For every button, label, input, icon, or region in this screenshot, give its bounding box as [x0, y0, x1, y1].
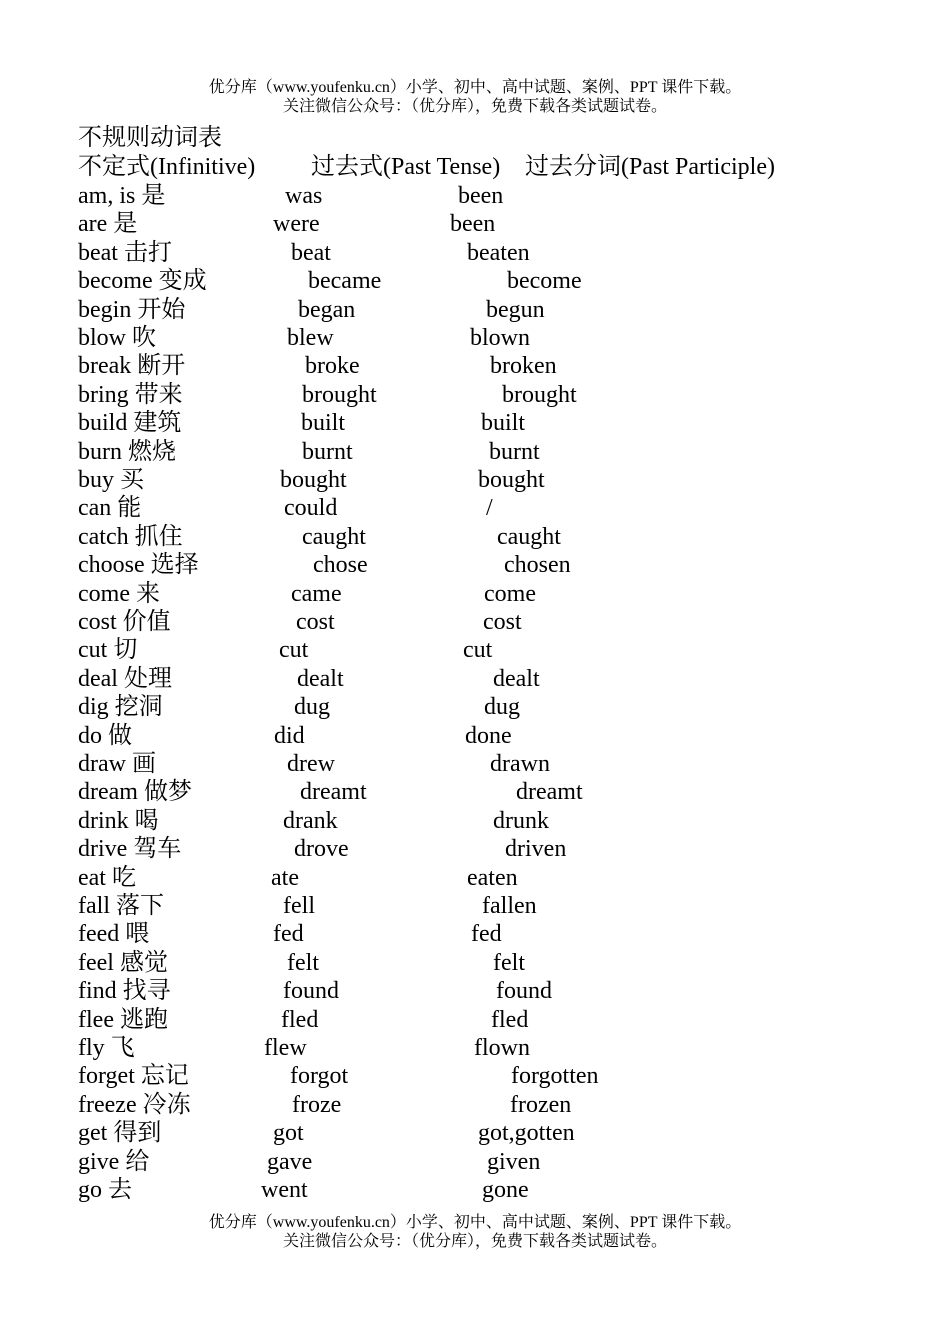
infinitive-cell: drive 驾车: [78, 836, 182, 863]
table-row: [0, 892, 950, 920]
past-participle-cell: begun: [486, 296, 545, 323]
column-header-past-participle: 过去分词(Past Participle): [525, 154, 775, 180]
past-participle-cell: been: [458, 183, 504, 209]
past-tense-cell: dealt: [297, 665, 344, 692]
infinitive-cell: begin 开始: [78, 296, 186, 323]
column-header-infinitive: 不定式(Infinitive): [78, 154, 256, 180]
past-tense-cell: was: [285, 183, 323, 209]
infinitive-cell: go 去: [78, 1177, 132, 1203]
infinitive-cell: get 得到: [78, 1120, 162, 1147]
table-row: [0, 494, 950, 522]
infinitive-cell: are 是: [78, 211, 138, 238]
table-row: [0, 778, 950, 806]
infinitive-cell: deal 处理: [78, 665, 172, 692]
footer-line-1: 优分库（www.youfenku.cn）小学、初中、高中试题、案例、PPT 课件下载。: [208, 1214, 742, 1231]
past-tense-cell: felt: [287, 949, 319, 976]
table-row: [0, 438, 950, 466]
infinitive-cell: feed 喂: [78, 921, 150, 948]
table-row: [0, 296, 950, 324]
infinitive-cell: build 建筑: [78, 410, 182, 437]
table-row: [0, 352, 950, 380]
table-row: [0, 1176, 950, 1204]
infinitive-cell: fall 落下: [78, 893, 164, 919]
past-tense-cell: built: [301, 410, 346, 437]
past-tense-cell: drove: [294, 836, 349, 863]
past-participle-cell: given: [487, 1148, 541, 1175]
page-footer: [0, 1213, 950, 1251]
table-row: [0, 267, 950, 295]
past-participle-cell: brought: [502, 381, 577, 408]
past-participle-cell: burnt: [489, 438, 540, 465]
past-tense-cell: got: [273, 1120, 304, 1147]
past-participle-cell: gone: [482, 1177, 529, 1203]
infinitive-cell: can 能: [78, 495, 142, 522]
table-row: [0, 722, 950, 750]
table-row: [0, 551, 950, 579]
past-tense-cell: drank: [283, 807, 338, 834]
past-tense-cell: bought: [280, 467, 347, 493]
table-row: [0, 1091, 950, 1119]
table-row: [0, 182, 950, 210]
header-line-2: 关注微信公众号：（优分库），免费下载各类试题试卷。: [282, 98, 667, 115]
past-tense-cell: began: [298, 296, 356, 323]
table-row: [0, 920, 950, 948]
past-participle-cell: dealt: [493, 665, 540, 692]
past-tense-cell: froze: [292, 1091, 342, 1118]
infinitive-cell: choose 选择: [78, 552, 199, 579]
past-tense-cell: came: [291, 580, 342, 607]
past-tense-cell: gave: [267, 1148, 313, 1175]
past-participle-cell: /: [486, 495, 493, 522]
table-row: [0, 807, 950, 835]
past-tense-cell: forgot: [290, 1063, 349, 1090]
past-participle-cell: fallen: [482, 893, 537, 919]
past-tense-cell: became: [308, 268, 382, 295]
table-row: [0, 835, 950, 863]
past-participle-cell: dreamt: [516, 779, 583, 806]
past-participle-cell: forgotten: [511, 1063, 599, 1090]
table-row: [0, 636, 950, 664]
table-row: [0, 1034, 950, 1062]
table-row: [0, 1148, 950, 1176]
past-tense-cell: fled: [281, 1006, 319, 1033]
infinitive-cell: eat 吃: [78, 864, 136, 891]
past-tense-cell: fell: [283, 893, 315, 919]
infinitive-cell: burn 燃烧: [78, 438, 176, 465]
column-header-past-tense: 过去式(Past Tense): [311, 154, 501, 180]
past-participle-cell: done: [465, 722, 512, 749]
table-row: [0, 977, 950, 1005]
past-tense-cell: ate: [271, 864, 299, 891]
infinitive-cell: bring 带来: [78, 381, 183, 408]
table-row: [0, 239, 950, 267]
infinitive-cell: am, is 是: [78, 183, 166, 209]
past-tense-cell: cost: [296, 609, 335, 635]
infinitive-cell: come 来: [78, 580, 160, 607]
past-tense-cell: did: [274, 722, 305, 749]
infinitive-cell: do 做: [78, 722, 132, 749]
infinitive-cell: dig 挖洞: [78, 694, 163, 721]
past-tense-cell: brought: [302, 381, 377, 408]
past-participle-cell: fled: [491, 1006, 529, 1033]
past-tense-cell: beat: [291, 239, 331, 266]
table-row: [0, 409, 950, 437]
past-tense-cell: found: [283, 978, 339, 1005]
past-participle-cell: eaten: [467, 864, 518, 891]
past-tense-cell: dreamt: [300, 779, 367, 806]
past-participle-cell: been: [450, 211, 496, 238]
past-tense-cell: broke: [305, 353, 360, 380]
past-participle-cell: cut: [463, 637, 493, 664]
table-row: [0, 693, 950, 721]
past-participle-cell: broken: [490, 353, 557, 380]
page-header: [0, 78, 950, 116]
table-row: [0, 949, 950, 977]
past-tense-cell: cut: [279, 637, 309, 664]
past-tense-cell: blew: [287, 325, 334, 351]
past-participle-cell: fed: [471, 921, 502, 948]
infinitive-cell: give 给: [78, 1148, 150, 1175]
past-tense-cell: chose: [313, 552, 368, 579]
infinitive-cell: catch 抓住: [78, 523, 183, 550]
past-participle-cell: dug: [484, 694, 520, 721]
infinitive-cell: drink 喝: [78, 807, 159, 834]
past-participle-cell: drunk: [493, 807, 549, 834]
past-tense-cell: went: [261, 1177, 308, 1203]
past-tense-cell: caught: [302, 523, 366, 550]
infinitive-cell: buy 买: [78, 467, 144, 493]
infinitive-cell: beat 击打: [78, 239, 172, 266]
past-tense-cell: dug: [294, 694, 330, 721]
table-row: [0, 665, 950, 693]
table-row: [0, 381, 950, 409]
infinitive-cell: cut 切: [78, 637, 138, 664]
table-row: [0, 324, 950, 352]
table-row: [0, 1062, 950, 1090]
past-participle-cell: come: [484, 580, 536, 607]
infinitive-cell: feel 感觉: [78, 949, 168, 976]
header-line-1: 优分库（www.youfenku.cn）小学、初中、高中试题、案例、PPT 课件下载。: [208, 79, 742, 96]
infinitive-cell: break 断开: [78, 353, 186, 380]
past-tense-cell: fed: [273, 921, 304, 948]
infinitive-cell: forget 忘记: [78, 1063, 189, 1090]
past-tense-cell: could: [284, 495, 338, 522]
table-row: [0, 523, 950, 551]
past-participle-cell: driven: [505, 836, 567, 863]
table-row: [0, 580, 950, 608]
table-row: [0, 1119, 950, 1147]
table-row: [0, 864, 950, 892]
page-title: 不规则动词表: [78, 125, 222, 151]
past-participle-cell: blown: [470, 325, 530, 351]
footer-line-2: 关注微信公众号：（优分库），免费下载各类试题试卷。: [282, 1233, 667, 1250]
infinitive-cell: flee 逃跑: [78, 1006, 168, 1033]
table-row: [0, 466, 950, 494]
past-participle-cell: beaten: [467, 239, 530, 266]
past-tense-cell: drew: [287, 751, 335, 777]
table-row: [0, 1006, 950, 1034]
infinitive-cell: cost 价值: [78, 609, 171, 635]
past-participle-cell: found: [496, 978, 552, 1005]
table-row: [0, 608, 950, 636]
infinitive-cell: find 找寻: [78, 978, 171, 1005]
infinitive-cell: fly 飞: [78, 1035, 135, 1061]
past-participle-cell: cost: [483, 609, 522, 635]
past-tense-cell: were: [273, 211, 320, 238]
past-participle-cell: felt: [493, 949, 525, 976]
past-participle-cell: drawn: [490, 751, 550, 777]
infinitive-cell: become 变成: [78, 268, 207, 295]
past-tense-cell: burnt: [302, 438, 353, 465]
past-participle-cell: flown: [474, 1035, 530, 1061]
infinitive-cell: draw 画: [78, 751, 156, 777]
infinitive-cell: dream 做梦: [78, 779, 192, 806]
past-participle-cell: got,gotten: [478, 1120, 575, 1147]
past-participle-cell: built: [481, 410, 526, 437]
table-row: [0, 750, 950, 778]
infinitive-cell: blow 吹: [78, 325, 156, 351]
past-participle-cell: frozen: [510, 1091, 572, 1118]
past-participle-cell: chosen: [504, 552, 571, 579]
past-participle-cell: caught: [497, 523, 561, 550]
past-participle-cell: become: [507, 268, 582, 295]
past-participle-cell: bought: [478, 467, 545, 493]
infinitive-cell: freeze 冷冻: [78, 1091, 191, 1118]
table-row: [0, 210, 950, 238]
past-tense-cell: flew: [264, 1035, 307, 1061]
